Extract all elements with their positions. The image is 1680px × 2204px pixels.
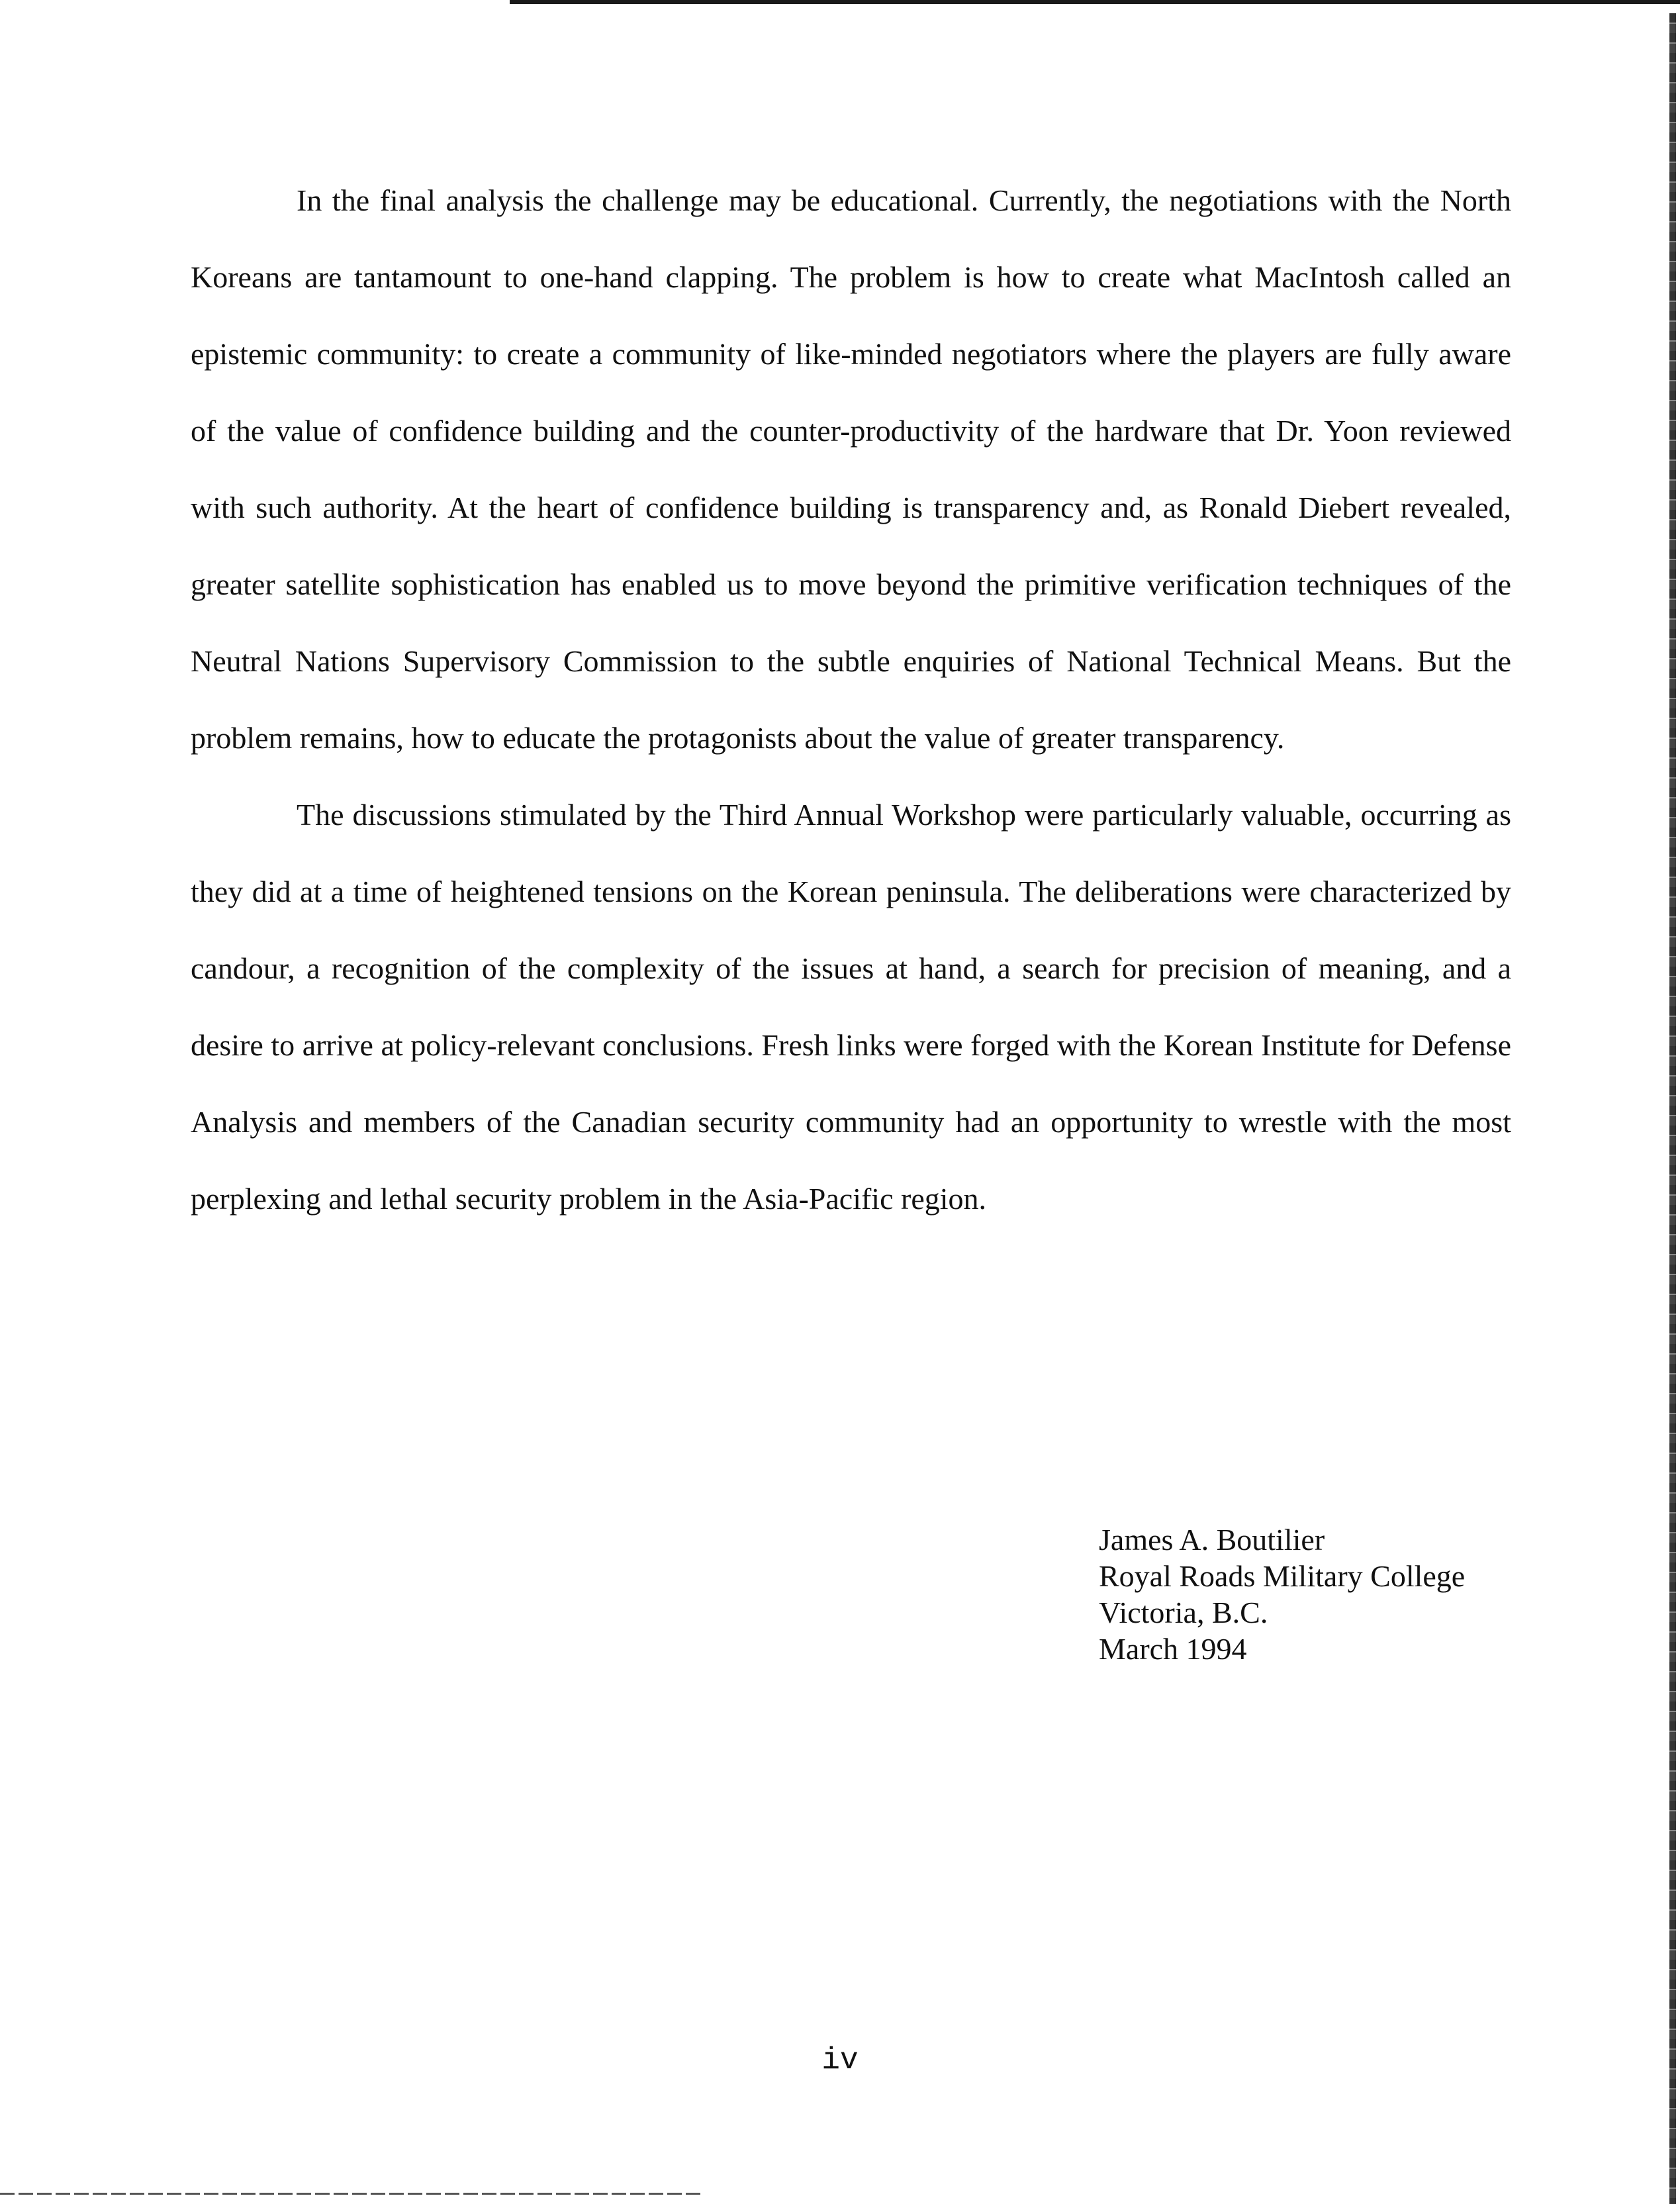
author-institution: Royal Roads Military College (1099, 1559, 1466, 1593)
paragraph-2: The discussions stimulated by the Third Annual Workshop were particularly valuable, occurring as they did at a time of heightened tensions on the Korean peninsula. The deliberations were characterized by candour, a recognition of the complexity of the issues at hand, a search for precision of meaning, and a desire to arrive at policy-relevant conclusions. Fresh links were forged with the Korean Institute for Defense Analysis and members of the Canadian security community had an opportunity to wrestle with the most perplexing and lethal security problem in the Asia-Pacific region. (191, 798, 1511, 1216)
signature-date: March 1994 (1099, 1632, 1247, 1666)
top-edge-rule (510, 0, 1680, 4)
scan-bottom-rule (0, 2193, 702, 2195)
author-name: James A. Boutilier (1099, 1523, 1325, 1557)
paragraph-1: In the final analysis the challenge may be educational. Currently, the negotiations with the North Koreans are tantamount to one-hand clapping. The problem is how to create what MacIntosh called an epistemic community: to create a community of like-minded negotiators where the players are fully aware of the value of confidence building and the counter-productivity of the hardware that Dr. Yoon reviewed with such authority. At the heart of confidence building is transparency and, as Ronald Diebert revealed, greater satellite sophistication has enabled us to move beyond the primitive verification techniques of the Neutral Nations Supervisory Commission to the subtle enquiries of National Technical Means. But the problem remains, how to educate the protagonists about the value of greater transparency. (191, 183, 1511, 755)
signature-block (1099, 1521, 1465, 1667)
author-location: Victoria, B.C. (1099, 1596, 1268, 1629)
scan-right-edge (1669, 13, 1676, 2204)
page-number: iv (821, 2043, 859, 2078)
body-text (191, 162, 1511, 1237)
